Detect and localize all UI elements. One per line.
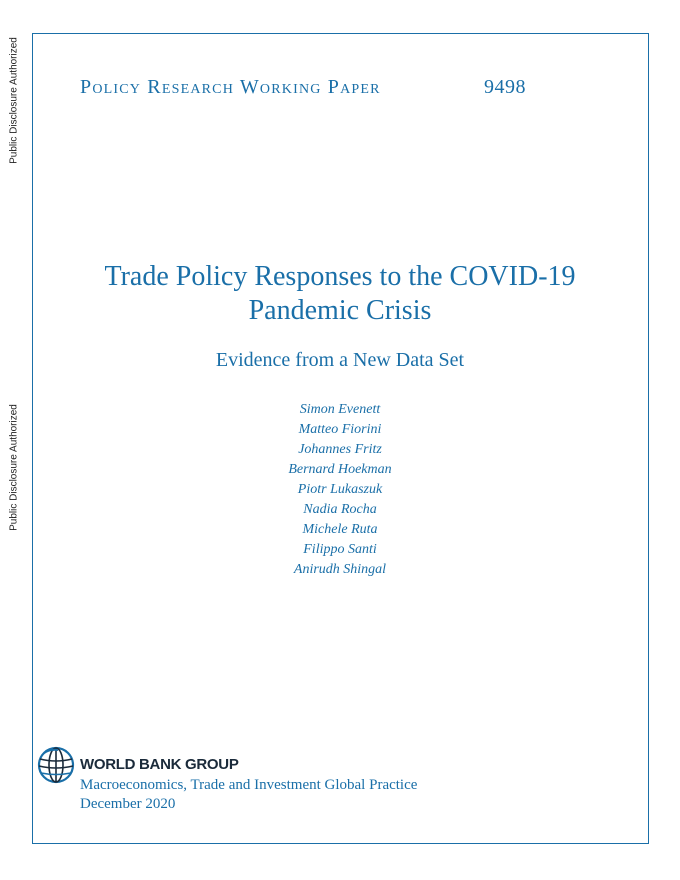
author-list xyxy=(0,400,680,580)
disclosure-label-top: Public Disclosure Authorized xyxy=(8,37,20,164)
title-line-2: Pandemic Crisis xyxy=(248,295,432,326)
author-name: Nadia Rocha xyxy=(303,502,377,517)
publisher-name: WORLD BANK GROUP xyxy=(80,756,239,773)
paper-title xyxy=(0,260,680,328)
disclosure-label-middle: Public Disclosure Authorized xyxy=(8,404,20,531)
series-title: Policy Research Working Paper xyxy=(80,76,381,98)
author-name: Michele Ruta xyxy=(302,522,378,537)
author-name: Johannes Fritz xyxy=(298,442,382,457)
author-name: Anirudh Shingal xyxy=(293,562,387,577)
global-practice: Macroeconomics, Trade and Investment Global Practice xyxy=(80,777,418,793)
paper-subtitle: Evidence from a New Data Set xyxy=(215,349,465,371)
author-name: Matteo Fiorini xyxy=(298,422,382,437)
author-name: Piotr Lukaszuk xyxy=(297,482,383,497)
paper-number: 9498 xyxy=(484,76,526,98)
title-line-1: Trade Policy Responses to the COVID-19 xyxy=(104,261,576,292)
globe-icon xyxy=(36,745,76,785)
author-name: Bernard Hoekman xyxy=(288,462,392,477)
author-name: Simon Evenett xyxy=(299,402,381,417)
author-name: Filippo Santi xyxy=(303,542,377,557)
publication-date: December 2020 xyxy=(80,796,176,812)
